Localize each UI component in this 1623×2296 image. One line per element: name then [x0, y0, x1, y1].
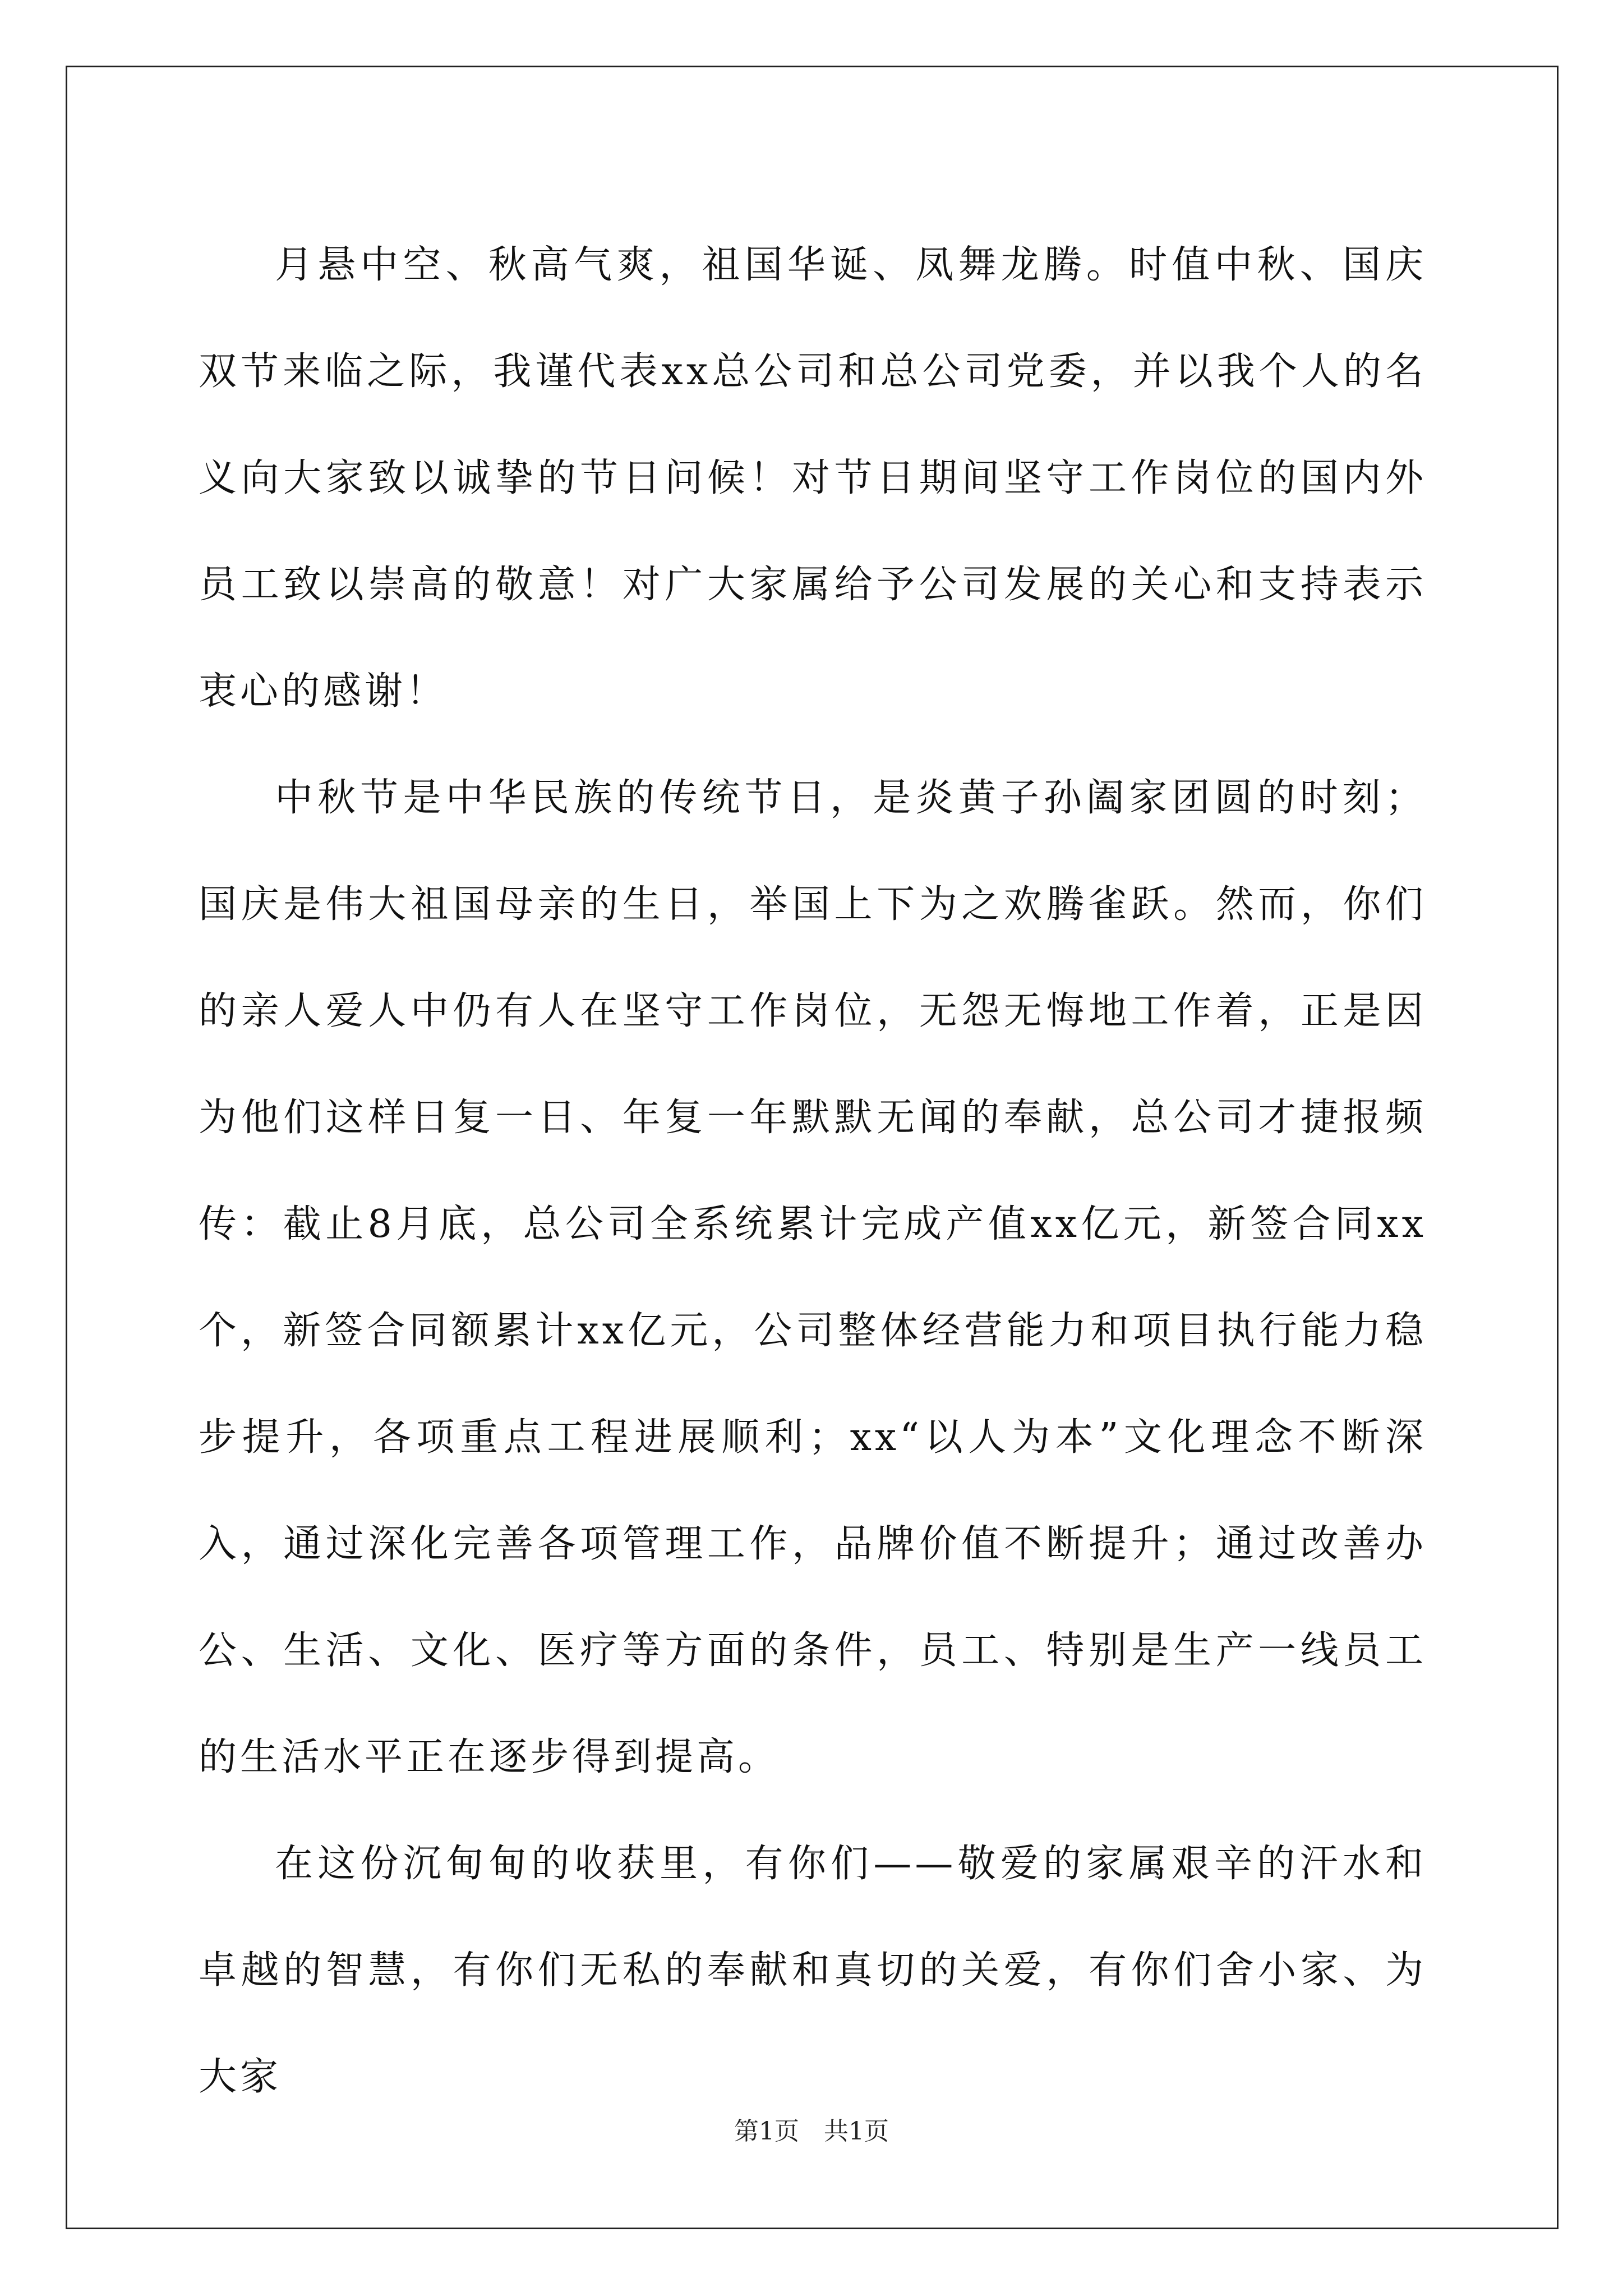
paragraph-3: 在这份沉甸甸的收获里，有你们——敬爱的家属艰辛的汗水和卓越的智慧，有你们无私的奉献和真切的关爱，有你们舍小家、为大家	[199, 1842, 1427, 2099]
page-number-footer: 第1页 共1页	[734, 2117, 889, 2146]
document-body	[199, 212, 1427, 2131]
paragraph-1: 月悬中空、秋高气爽，祖国华诞、凤舞龙腾。时值中秋、国庆双节来临之际，我谨代表xx总公司和总公司党委，并以我个人的名义向大家致以诚挚的节日问候！对节日期间坚守工作岗位的国内外员工致以崇高的敬意！对广大家属给予公司发展的关心和支持表示衷心的感谢！	[199, 243, 1427, 714]
paragraph-2: 中秋节是中华民族的传统节日，是炎黄子孙阖家团圆的时刻；国庆是伟大祖国母亲的生日，举国上下为之欢腾雀跃。然而，你们的亲人爱人中仍有人在坚守工作岗位，无怨无悔地工作着，正是因为他们这样日复一日、年复一年默默无闻的奉献，总公司才捷报频传：截止8月底，总公司全系统累计完成产值xx亿元，新签合同xx个，新签合同额累计xx亿元，公司整体经营能力和项目执行能力稳步提升，各项重点工程进展顺利；xx“以人为本”文化理念不断深入，通过深化完善各项管理工作，品牌价值不断提升；通过改善办公、生活、文化、医疗等方面的条件，员工、特别是生产一线员工的生活水平正在逐步得到提高。	[199, 776, 1427, 1779]
